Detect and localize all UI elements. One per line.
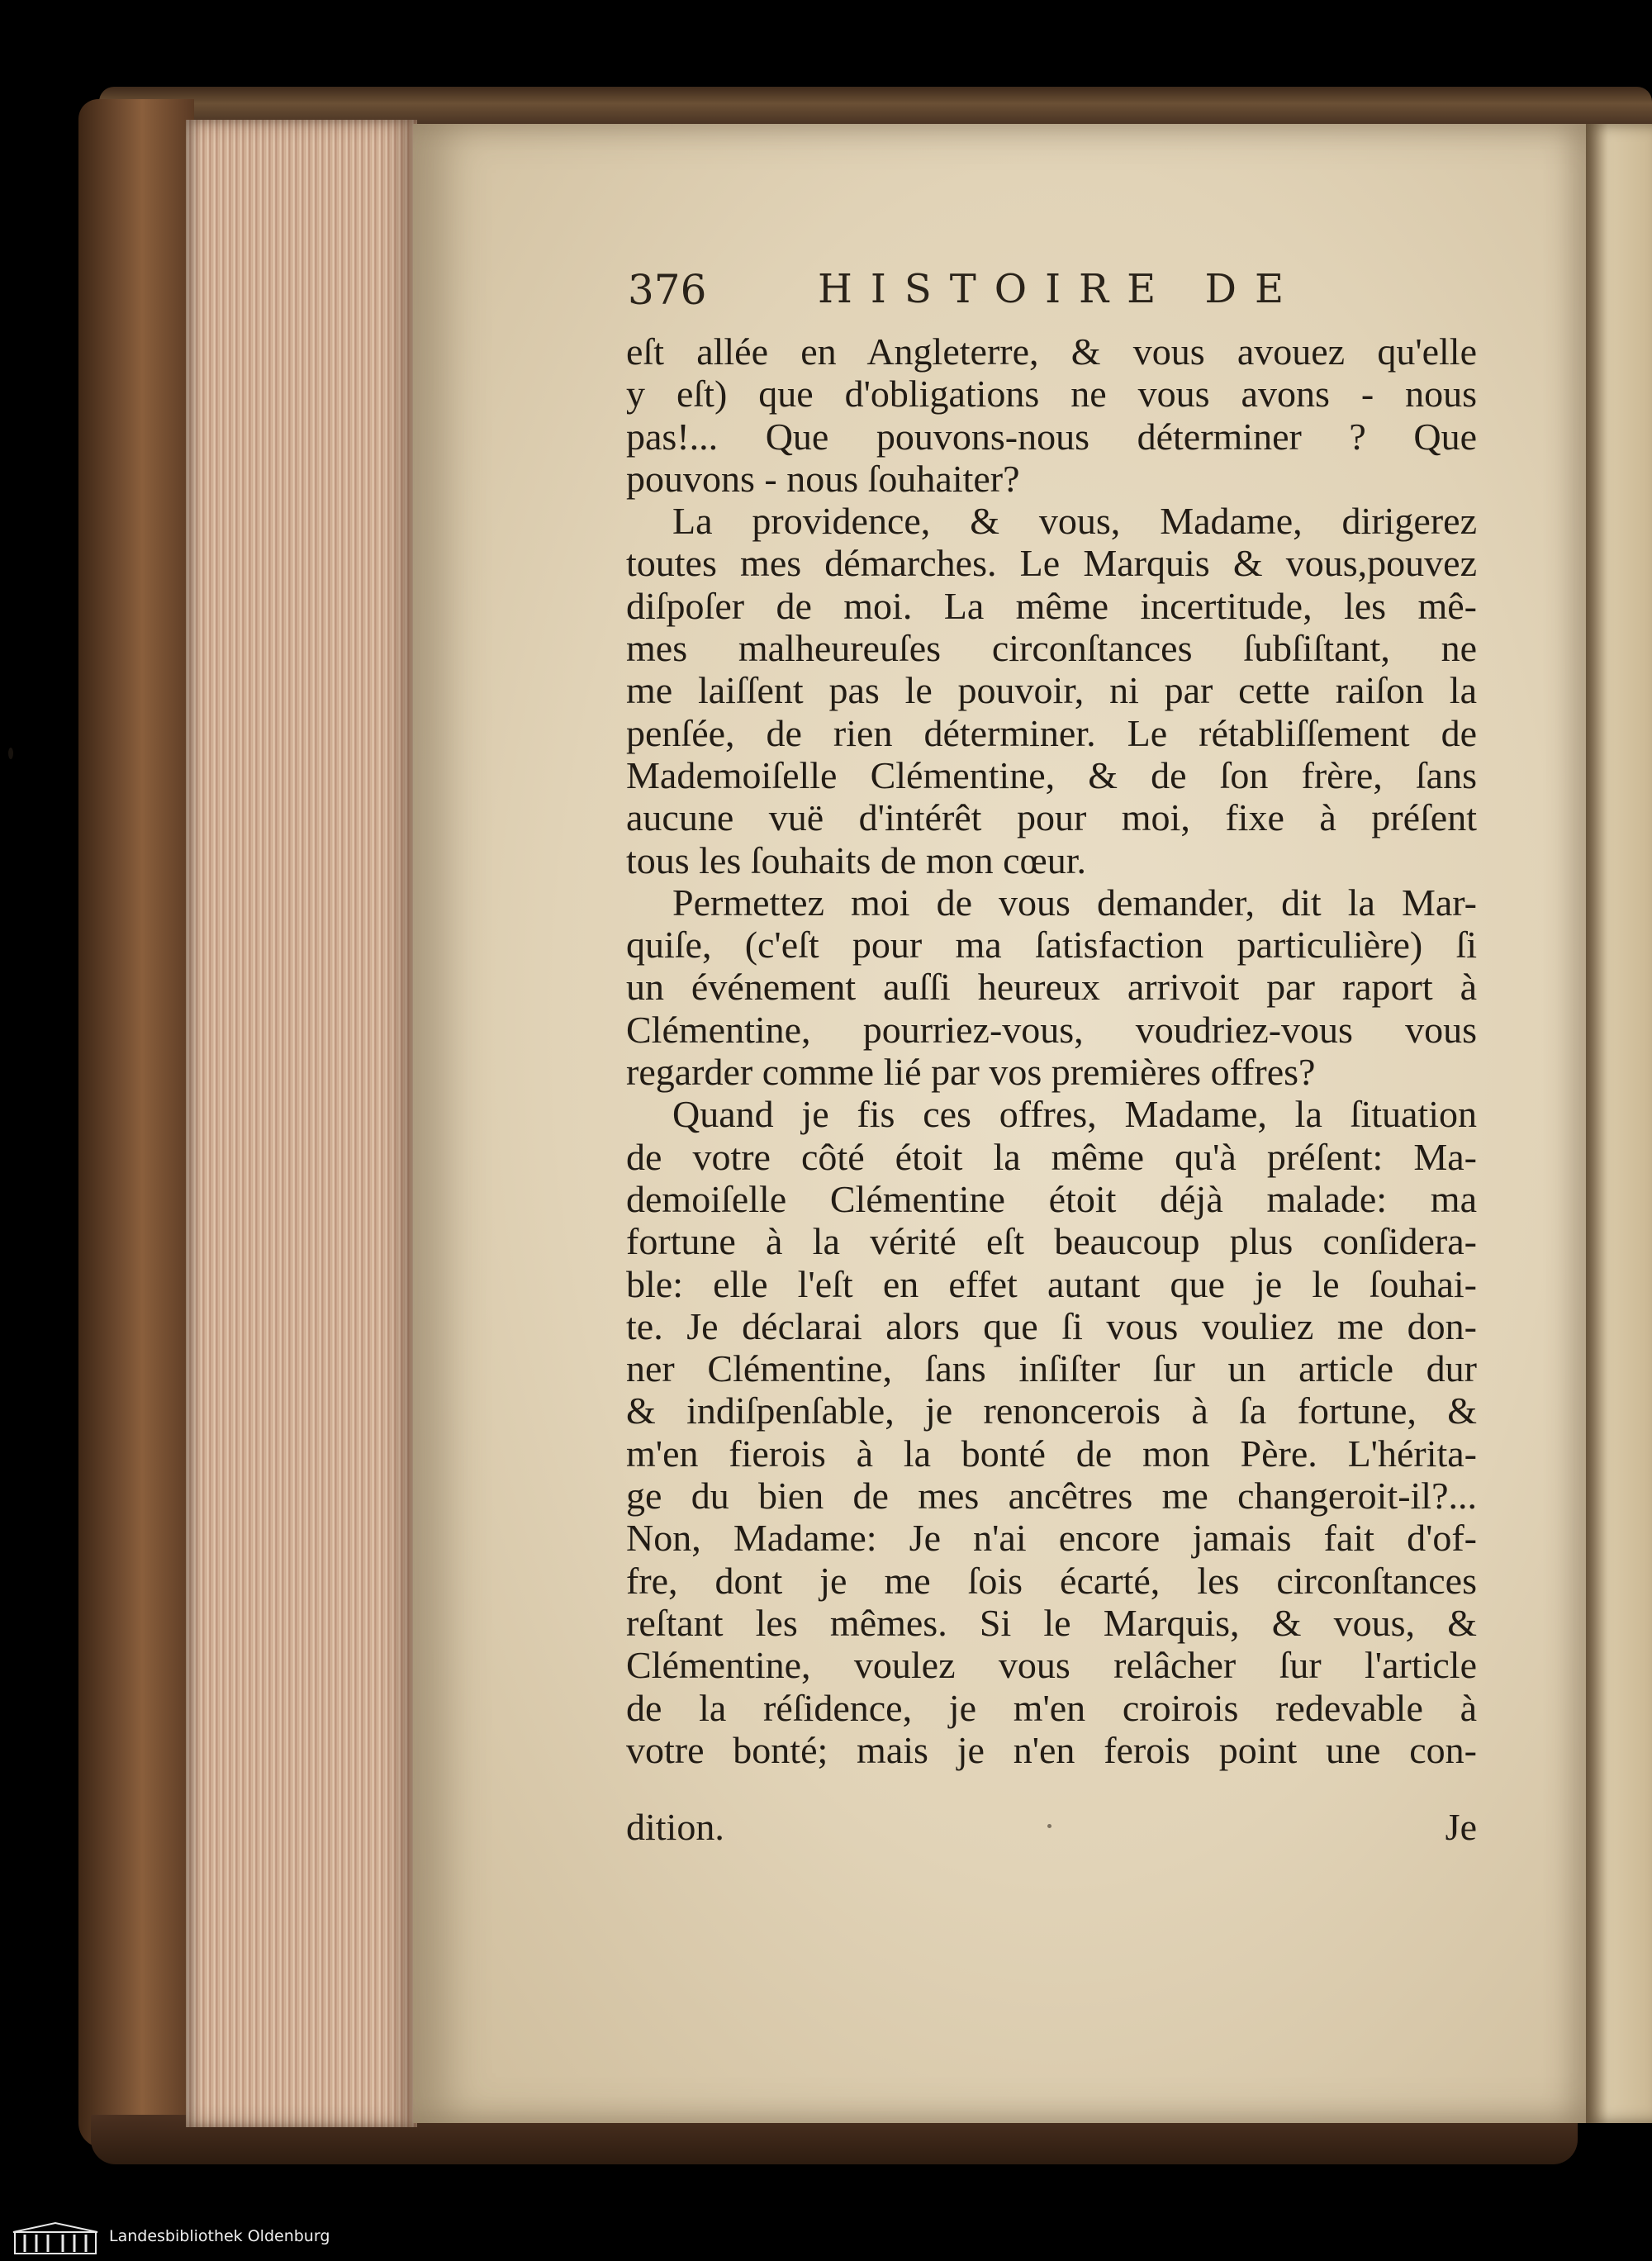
catchword: Je <box>1445 1806 1477 1848</box>
text-line: m'en fierois à la bonté de mon Père. L'hérita- <box>626 1432 1477 1475</box>
ink-speck <box>1047 1824 1051 1828</box>
text-line: ble: elle l'eſt en effet autant que je le ſouhai- <box>626 1262 1477 1305</box>
text-line: me laiſſent pas le pouvoir, ni par cette raiſon la <box>626 669 1477 712</box>
margin-mark <box>8 748 13 759</box>
running-head <box>628 266 1479 316</box>
text-line: Permettez moi de vous demander, dit la Mar- <box>672 881 1477 924</box>
text-line: demoiſelle Clémentine étoit déjà malade: ma <box>626 1177 1477 1220</box>
text-line: fre, dont je me ſois écarté, les circonſtances <box>626 1559 1477 1602</box>
text-line: y eſt) que d'obligations ne vous avons - nous <box>626 373 1477 416</box>
text-line: Clémentine, voulez vous relâcher ſur l'article <box>626 1644 1477 1687</box>
page-number: 376 <box>628 266 707 314</box>
text-line: reſtant les mêmes. Si le Marquis, & vous, & <box>626 1601 1477 1644</box>
text-line: de la réſidence, je m'en croirois redevable à <box>626 1686 1477 1729</box>
text-line: Quand je fis ces offres, Madame, la ſituation <box>672 1093 1477 1136</box>
text-line: tous les ſouhaits de mon cœur. <box>626 838 1087 881</box>
text-line: eſt allée en Angleterre, & vous avouez qu'elle <box>626 330 1477 373</box>
text-line: mes malheureuſes circonſtances ſubſiſtant, ne <box>626 627 1477 670</box>
text-line: ner Clémentine, ſans inſiſter ſur un article dur <box>626 1347 1477 1390</box>
text-line: pouvons - nous ſouhaiter? <box>626 457 1020 500</box>
final-line <box>626 1805 1477 1847</box>
text-line: penſée, de rien déterminer. Le rétabliſſement de <box>626 711 1477 754</box>
text-line: de votre côté étoit la même qu'à préſent: Ma- <box>626 1135 1477 1178</box>
text-line: te. Je déclarai alors que ſi vous vouliez me don- <box>626 1304 1477 1347</box>
text-line: fortune à la vérité eſt beaucoup plus conſidera- <box>626 1220 1477 1263</box>
text-line: votre bonté; mais je n'en ferois point une con- <box>626 1728 1477 1771</box>
text-line: aucune vuë d'intérêt pour moi, fixe à préſent <box>626 796 1477 839</box>
text-line: toutes mes démarches. Le Marquis & vous,pouvez <box>626 542 1477 585</box>
footer-bar <box>0 2216 1652 2261</box>
text-line: Mademoiſelle Clémentine, & de ſon frère, ſans <box>626 753 1477 796</box>
book-cover-top <box>99 87 1652 124</box>
text-line: ge du bien de mes ancêtres me changeroit-il?... <box>626 1475 1477 1518</box>
book-cover-spine <box>78 99 194 2148</box>
page-edges <box>186 120 417 2127</box>
page-body-text <box>626 330 1477 1771</box>
final-line-text: dition. <box>626 1806 724 1848</box>
text-line: La providence, & vous, Madame, dirigerez <box>672 500 1477 543</box>
text-line: diſpoſer de moi. La même incertitude, les mê- <box>626 584 1477 627</box>
facing-page-edge <box>1584 124 1652 2123</box>
text-line: regarder comme lié par vos premières offres? <box>626 1051 1316 1094</box>
text-line: & indiſpenſable, je renoncerois à ſa fortune, & <box>626 1389 1477 1432</box>
text-line: Clémentine, pourriez-vous, voudriez-vous vous <box>626 1008 1477 1051</box>
running-title: HISTOIRE DE <box>818 266 1302 312</box>
text-line: un événement auſſi heureux arrivoit par raport à <box>626 966 1477 1009</box>
text-line: pas!... Que pouvons-nous déterminer ? Que <box>626 415 1477 458</box>
text-line: Non, Madame: Je n'ai encore jamais fait d'of- <box>626 1517 1477 1560</box>
library-name: Landesbibliothek Oldenburg <box>109 2227 330 2245</box>
text-line: quiſe, (c'eſt pour ma ſatisfaction particulière) ſi <box>626 924 1477 967</box>
library-building-icon <box>10 2221 101 2257</box>
